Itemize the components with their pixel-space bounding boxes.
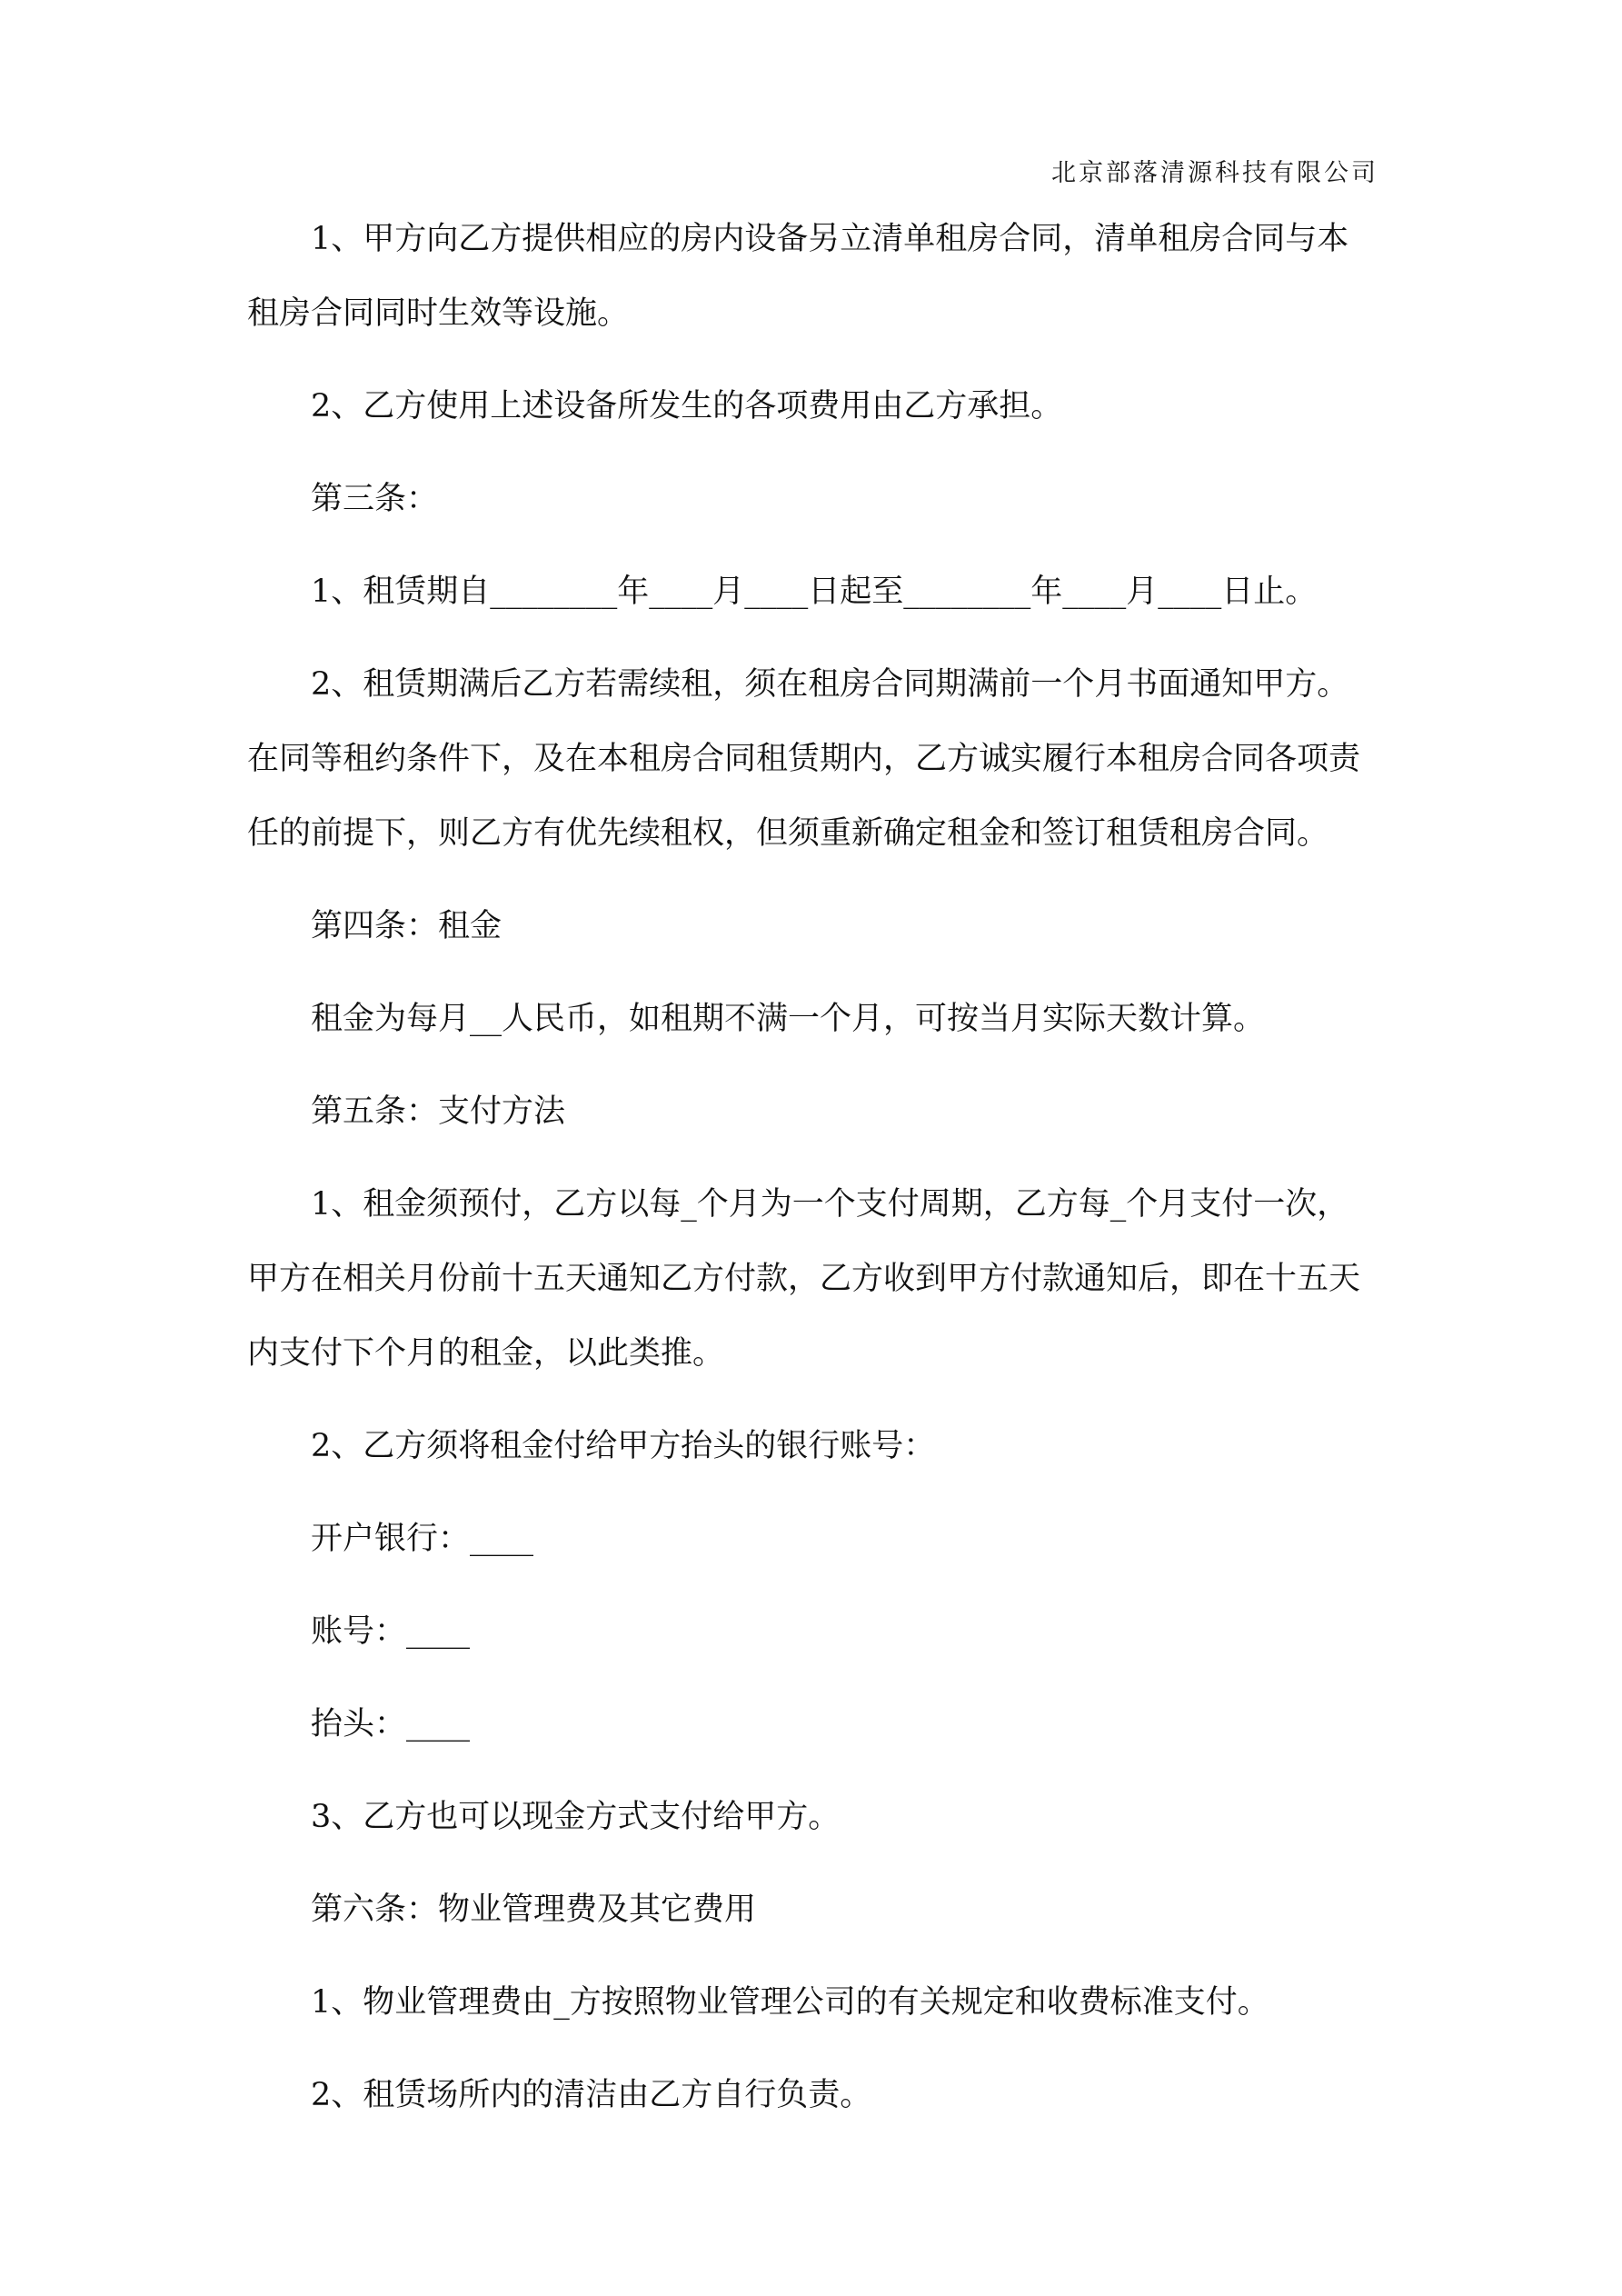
contract-body — [247, 202, 1378, 2151]
paragraph-equipment-fees: 2、乙方使用上述设备所发生的各项费用由乙方承担。 — [311, 388, 1063, 424]
paragraph-property-fee: 1、物业管理费由_方按照物业管理公司的有关规定和收费标准支付。 — [311, 1984, 1269, 2021]
article-6-heading: 第六条：物业管理费及其它费用 — [311, 1892, 757, 1928]
paragraph-rent-amount: 租金为每月__人民币，如租期不满一个月，可按当月实际天数计算。 — [311, 1001, 1266, 1037]
paragraph-lease-term: 1、租赁期自________年____月____日起至________年____月____日止。 — [311, 574, 1318, 610]
article-4-heading: 第四条：租金 — [311, 908, 503, 944]
paragraph-equipment-list: 1、甲方向乙方提供相应的房内设备另立清单租房合同，清单租房合同与本租房合同同时生效等设施。 — [247, 221, 1349, 332]
field-account-title: 抬头：____ — [311, 1706, 471, 1742]
article-5-heading: 第五条：支付方法 — [311, 1093, 566, 1130]
paragraph-prepayment: 1、租金须预付，乙方以每_个月为一个支付周期，乙方每_个月支付一次，甲方在相关月份前十五天通知乙方付款，乙方收到甲方付款通知后，即在十五天内支付下个月的租金，以此类推。 — [247, 1186, 1361, 1372]
paragraph-cleaning: 2、租赁场所内的清洁由乙方自行负责。 — [311, 2077, 872, 2113]
paragraph-bank-account: 2、乙方须将租金付给甲方抬头的银行账号： — [311, 1428, 936, 1464]
field-opening-bank: 开户银行：____ — [311, 1521, 534, 1557]
paragraph-cash-payment: 3、乙方也可以现金方式支付给甲方。 — [311, 1799, 841, 1835]
paragraph-renewal: 2、租赁期满后乙方若需续租，须在租房合同期满前一个月书面通知甲方。在同等租约条件下，及在本租房合同租赁期内，乙方诚实履行本租房合同各项责任的前提下，则乙方有优先续租权，但须重新确定租金和签订租赁租房合同。 — [247, 666, 1361, 852]
company-header: 北京部落清源科技有限公司 — [1051, 159, 1378, 187]
field-account-number: 账号：____ — [311, 1613, 471, 1650]
article-3-heading: 第三条： — [311, 481, 439, 517]
